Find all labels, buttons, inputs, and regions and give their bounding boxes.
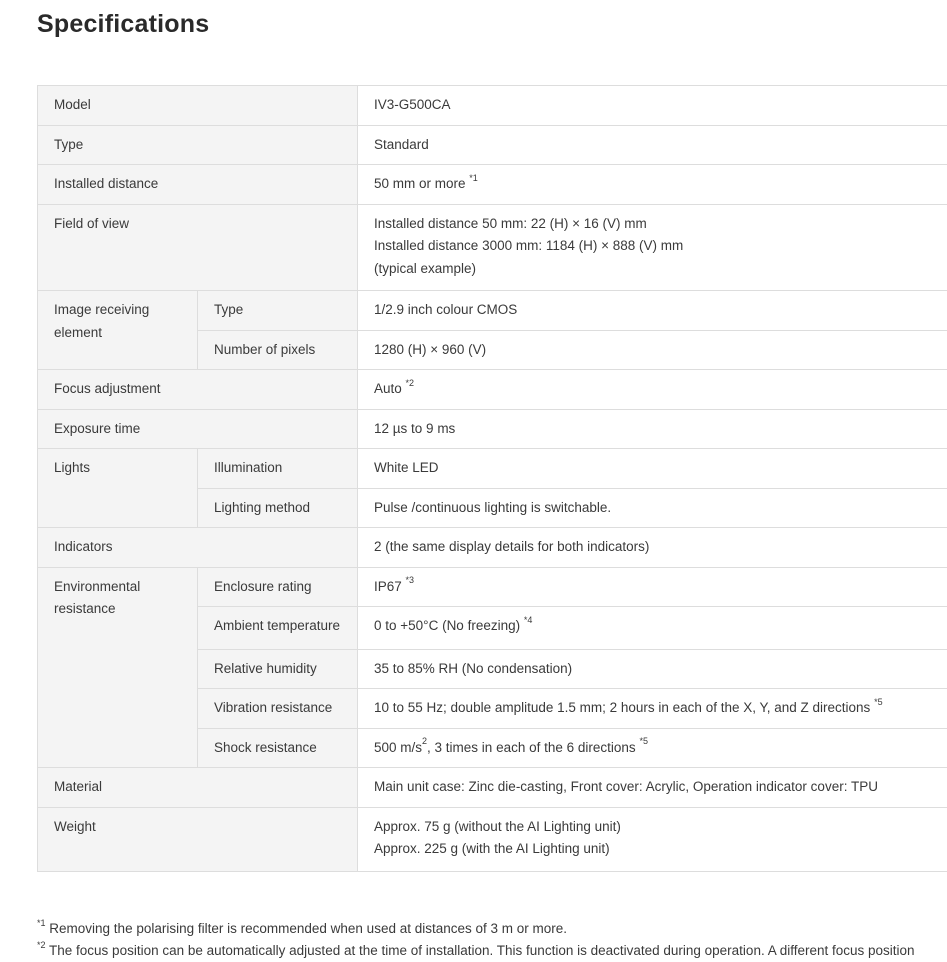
spec-value-indicators: 2 (the same display details for both indicators) xyxy=(358,528,947,568)
table-row xyxy=(38,528,947,568)
spec-label-exposure-time: Exposure time xyxy=(38,409,358,449)
spec-value-number-of-pixels: 1280 (H) × 960 (V) xyxy=(358,330,947,370)
spec-sublabel-number-of-pixels: Number of pixels xyxy=(198,330,358,370)
spec-label-focus-adjustment: Focus adjustment xyxy=(38,370,358,410)
spec-value-text: Auto xyxy=(374,381,402,396)
spec-label-weight: Weight xyxy=(38,807,358,871)
spec-value-sensor-type: 1/2.9 inch colour CMOS xyxy=(358,291,947,331)
table-row xyxy=(38,768,947,808)
footnote-ref: *4 xyxy=(524,615,533,625)
spec-value-enclosure-rating xyxy=(358,567,947,607)
spec-value-material: Main unit case: Zinc die-casting, Front cover: Acrylic, Operation indicator cover: TPU xyxy=(358,768,947,808)
spec-label-lights: Lights xyxy=(38,449,198,528)
spec-value-type: Standard xyxy=(358,125,947,165)
spec-value-model: IV3-G500CA xyxy=(358,86,947,126)
spec-value-line: Installed distance 3000 mm: 1184 (H) × 888 (V) mm xyxy=(374,235,947,258)
spec-label-environmental-resistance: Environmental resistance xyxy=(38,567,198,768)
page-title: Specifications xyxy=(37,10,209,39)
table-row xyxy=(38,291,947,331)
spec-sublabel-type: Type xyxy=(198,291,358,331)
spec-value-illumination: White LED xyxy=(358,449,947,489)
table-row xyxy=(38,567,947,607)
spec-label-type: Type xyxy=(38,125,358,165)
spec-value-text: 50 mm or more xyxy=(374,176,466,191)
spec-sublabel-ambient-temperature: Ambient temperature xyxy=(198,607,358,650)
table-row xyxy=(38,449,947,489)
footnote-text: The focus position can be automatically adjusted at the time of installation. This function is deactivated during operation. A different focus position xyxy=(49,943,915,958)
spec-value-focus-adjustment xyxy=(358,370,947,410)
table-row xyxy=(38,370,947,410)
table-row xyxy=(38,86,947,126)
table-row xyxy=(38,807,947,871)
spec-label-image-receiving-element: Image receiving element xyxy=(38,291,198,370)
footnote-ref: *3 xyxy=(406,575,415,585)
spec-value-ambient-temperature xyxy=(358,607,947,650)
spec-sublabel-relative-humidity: Relative humidity xyxy=(198,649,358,689)
footnote xyxy=(37,940,915,962)
spec-value-line: Approx. 225 g (with the AI Lighting unit) xyxy=(374,838,947,861)
spec-sublabel-illumination: Illumination xyxy=(198,449,358,489)
spec-value-shock-resistance xyxy=(358,728,947,768)
spec-value-installed-distance xyxy=(358,165,947,205)
footnote xyxy=(37,918,915,940)
spec-label-indicators: Indicators xyxy=(38,528,358,568)
specifications-table xyxy=(37,85,947,872)
spec-value-lighting-method: Pulse /continuous lighting is switchable. xyxy=(358,488,947,528)
spec-sublabel-vibration-resistance: Vibration resistance xyxy=(198,689,358,729)
spec-value-line: Approx. 75 g (without the AI Lighting unit) xyxy=(374,816,947,839)
spec-value-exposure-time: 12 µs to 9 ms xyxy=(358,409,947,449)
spec-label-material: Material xyxy=(38,768,358,808)
footnote-ref: *5 xyxy=(874,697,883,707)
table-row xyxy=(38,409,947,449)
spec-value-relative-humidity: 35 to 85% RH (No condensation) xyxy=(358,649,947,689)
footnote-mark: *2 xyxy=(37,940,46,950)
spec-value-line: (typical example) xyxy=(374,258,947,281)
table-row xyxy=(38,125,947,165)
spec-value-text: 500 m/s xyxy=(374,740,422,755)
table-row xyxy=(38,204,947,291)
footnote-ref: *2 xyxy=(406,378,415,388)
spec-value-text: IP67 xyxy=(374,579,402,594)
spec-sublabel-lighting-method: Lighting method xyxy=(198,488,358,528)
spec-label-field-of-view: Field of view xyxy=(38,204,358,291)
spec-value-text: , 3 times in each of the 6 directions xyxy=(427,740,636,755)
spec-value-text: 10 to 55 Hz; double amplitude 1.5 mm; 2 hours in each of the X, Y, and Z directions xyxy=(374,700,870,715)
spec-sublabel-shock-resistance: Shock resistance xyxy=(198,728,358,768)
unit-exponent: 2 xyxy=(422,736,427,746)
footnotes xyxy=(37,918,915,962)
spec-value-vibration-resistance xyxy=(358,689,947,729)
table-row xyxy=(38,165,947,205)
spec-label-model: Model xyxy=(38,86,358,126)
footnote-ref: *5 xyxy=(639,736,648,746)
spec-value-text: 0 to +50°C (No freezing) xyxy=(374,618,520,633)
footnote-mark: *1 xyxy=(37,918,46,928)
footnote-ref: *1 xyxy=(469,173,478,183)
spec-value-field-of-view xyxy=(358,204,947,291)
footnote-text: Removing the polarising filter is recommended when used at distances of 3 m or more. xyxy=(49,921,567,936)
spec-sublabel-enclosure-rating: Enclosure rating xyxy=(198,567,358,607)
spec-label-installed-distance: Installed distance xyxy=(38,165,358,205)
spec-value-weight xyxy=(358,807,947,871)
spec-value-line: Installed distance 50 mm: 22 (H) × 16 (V) mm xyxy=(374,213,947,236)
